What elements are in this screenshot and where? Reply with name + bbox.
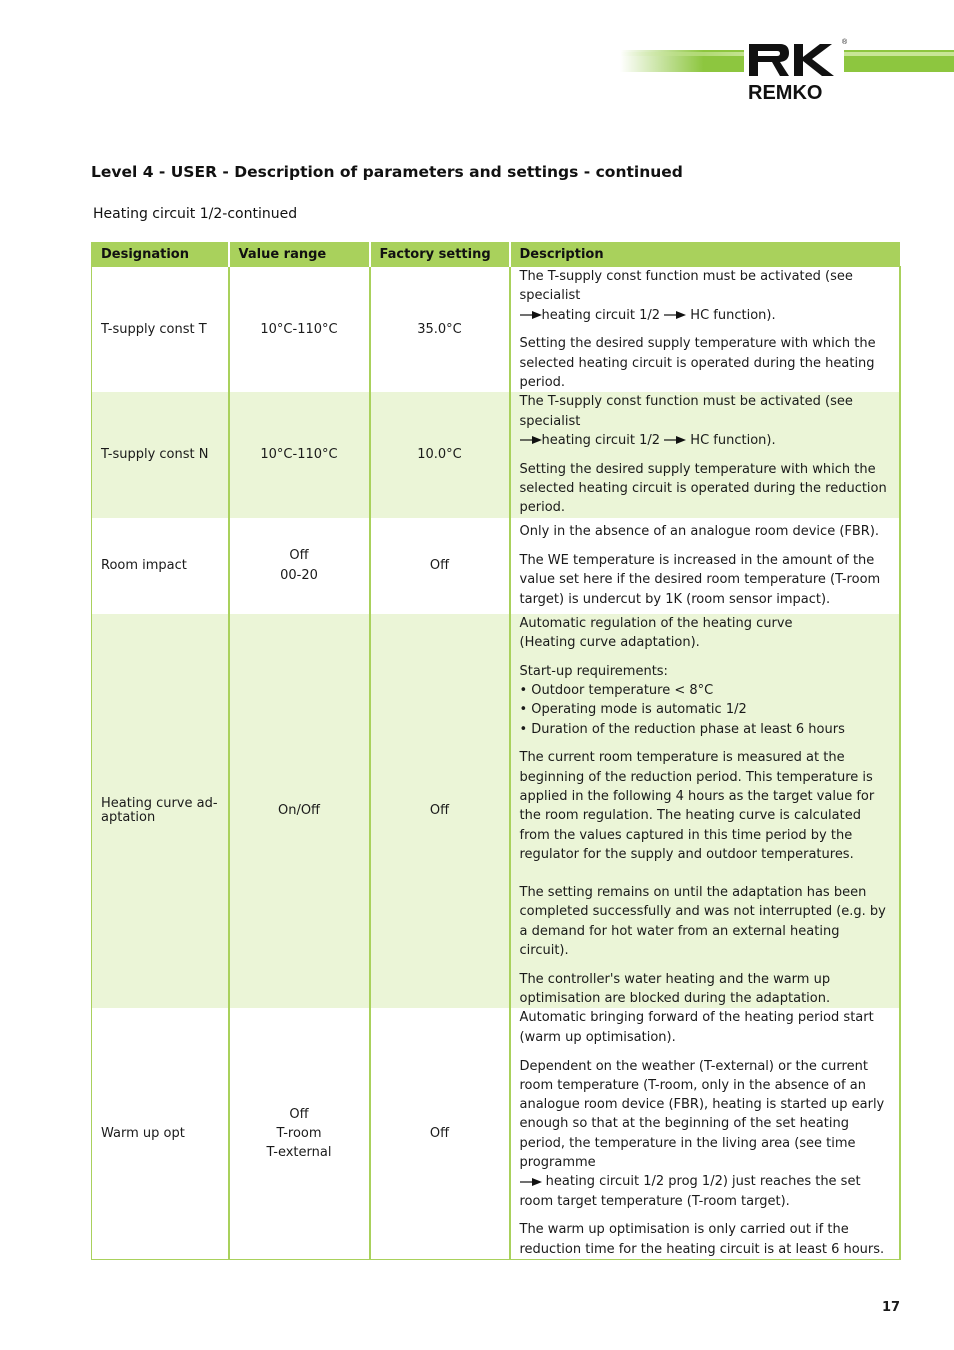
- header-value-range: Value range: [229, 243, 370, 267]
- description-text: HC function).: [690, 432, 776, 448]
- description-paragraph: [520, 1057, 890, 1211]
- cell-factory-setting: 35.0°C: [370, 267, 510, 393]
- table-row: [92, 392, 900, 517]
- description-paragraph: The setting remains on until the adaptation has been completed successfully and was not interrupted (e.g. by a demand for hot water from an external heating circuit).: [519, 885, 886, 959]
- value-option: 00-20: [280, 567, 318, 583]
- table-row: [92, 518, 900, 614]
- designation-line: Heating curve ad-: [101, 795, 218, 811]
- cell-value-range: On/Off: [229, 614, 370, 1009]
- cell-designation: [92, 614, 229, 1009]
- cell-factory-setting: 10.0°C: [370, 392, 510, 517]
- cell-designation: T-supply const N: [92, 392, 229, 517]
- description-paragraph: Automatic bringing forward of the heating period start (warm up optimisation).: [519, 1010, 874, 1045]
- cell-factory-setting: Off: [370, 614, 510, 1009]
- description-paragraph: The current room temperature is measured at the beginning of the reduction period. This temperature is applied in the following 4 hours as the target value for the room regulation. The heating curve is calculated from the values captured in this time period by the regulator for the supply and outdoor temperatures.: [519, 750, 875, 862]
- arrow-right-icon: [520, 435, 542, 445]
- designation-line: aptation: [101, 809, 156, 825]
- description-paragraph: Setting the desired supply temperature with which the selected heating circuit is operated during the heating period.: [519, 336, 876, 390]
- cell-designation: Warm up opt: [92, 1008, 229, 1259]
- cell-description: [510, 1008, 900, 1259]
- cell-designation: Room impact: [92, 518, 229, 614]
- cell-value-range: 10°C-110°C: [229, 392, 370, 517]
- startup-requirements-list: [520, 662, 890, 739]
- description-text: The T-supply const function must be activated (see specialist: [519, 394, 853, 429]
- description-paragraph: Only in the absence of an analogue room device (FBR).: [519, 524, 880, 540]
- description-paragraph: [520, 267, 890, 325]
- cell-description: [510, 518, 900, 614]
- table-header-row: [92, 243, 900, 267]
- section-title: Heating circuit 1/2-continued: [93, 206, 298, 222]
- list-heading: Start-up requirements:: [519, 663, 668, 679]
- description-line: (Heating curve adaptation).: [519, 634, 700, 650]
- arrow-right-icon: [664, 435, 686, 445]
- description-line: Automatic regulation of the heating curve: [519, 615, 793, 631]
- description-text: heating circuit 1/2: [541, 432, 661, 448]
- list-item: • Duration of the reduction phase at least 6 hours: [519, 721, 845, 737]
- cell-designation: T-supply const T: [92, 267, 229, 393]
- arrow-right-icon: [520, 310, 542, 320]
- registered-mark: ®: [842, 39, 848, 46]
- cell-description: [510, 614, 900, 1009]
- header-description: Description: [510, 243, 900, 267]
- cell-factory-setting: Off: [370, 1008, 510, 1259]
- description-paragraph: Setting the desired supply temperature with which the selected heating circuit is operated during the reduction period.: [519, 461, 887, 516]
- description-text: HC function).: [690, 307, 776, 323]
- page-title: Level 4 - USER - Description of parameters and settings - continued: [91, 163, 683, 181]
- parameters-table: [91, 242, 901, 1260]
- table-row: [92, 614, 900, 1009]
- list-item: • Operating mode is automatic 1/2: [519, 702, 747, 718]
- table-row: [92, 1008, 900, 1259]
- list-item: • Outdoor temperature < 8°C: [519, 682, 714, 698]
- description-paragraph: The controller's water heating and the warm up optimisation are blocked during the adaptation.: [519, 971, 831, 1007]
- value-option: Off: [289, 1106, 309, 1122]
- description-paragraph: [520, 392, 890, 450]
- header-factory-setting: Factory setting: [370, 243, 510, 267]
- cell-value-range: 10°C-110°C: [229, 267, 370, 393]
- description-text: heating circuit 1/2: [541, 307, 661, 323]
- cell-description: [510, 392, 900, 517]
- remko-logo-mark: [744, 40, 844, 80]
- table-row: [92, 267, 900, 393]
- cell-description: [510, 267, 900, 393]
- cell-value-range: [229, 518, 370, 614]
- header-designation: Designation: [92, 243, 229, 267]
- cell-value-range: [229, 1008, 370, 1259]
- value-option: T-room: [276, 1126, 322, 1142]
- description-paragraph: The WE temperature is increased in the amount of the value set here if the desired room temperature (T-room target) is undercut by 1K (room sensor impact).: [519, 553, 881, 607]
- logo-wordmark: REMKO: [748, 82, 823, 104]
- arrow-right-icon: [664, 310, 686, 320]
- value-option: Off: [289, 548, 309, 564]
- description-text: The T-supply const function must be activated (see specialist: [519, 269, 853, 304]
- cell-factory-setting: Off: [370, 518, 510, 614]
- description-text: Dependent on the weather (T-external) or the current room temperature (T-room, only in the absence of an analogue room device (FBR), heating is started up early enough so that at the beginning of the set heating period, the temperature in the living area (see time programme: [519, 1058, 885, 1170]
- description-text: heating circuit 1/2 prog 1/2) just reaches the set room target temperature (T-room target).: [519, 1174, 861, 1209]
- description-paragraph: The warm up optimisation is only carried out if the reduction time for the heating circuit is at least 6 hours.: [519, 1222, 885, 1257]
- value-option: T-external: [266, 1145, 332, 1161]
- page-number: 17: [882, 1300, 901, 1315]
- arrow-right-icon: [520, 1177, 542, 1187]
- description-paragraph: [520, 614, 890, 653]
